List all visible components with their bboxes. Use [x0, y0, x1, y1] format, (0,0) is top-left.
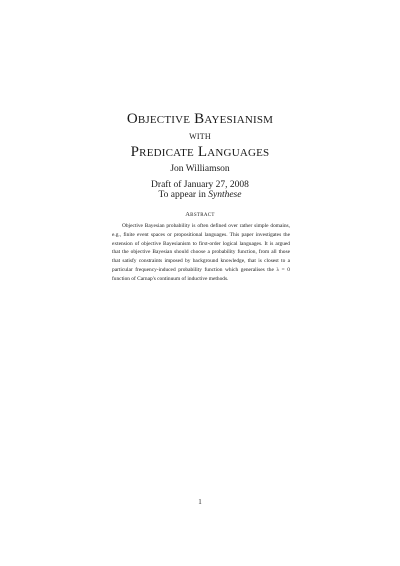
title-line-1: Objective Bayesianism: [126, 111, 274, 127]
title-line-2: with: [189, 128, 211, 142]
page-number: 1: [198, 498, 202, 506]
appear-prefix: To appear in: [158, 190, 209, 200]
title-line-3: Predicate Languages: [130, 144, 270, 160]
paper-title: [0, 110, 400, 161]
draft-info: [0, 180, 400, 200]
appear-line: [0, 190, 400, 200]
abstract-text: Objective Bayesian probability is often defined over rather simple domains, e.g., finite event spaces or propositional languages. This paper investigates the extension of objective Bayesianism to first-order logical languages. It is argued that the objective Bayesian should choose a probability function, from all those that satisfy constraints imposed by background knowledge, that is closest to a particular frequency-induced probability function which generalises the λ = 0 function of Carnap's continuum of inductive methods.: [112, 223, 290, 282]
journal-name: Synthese: [208, 190, 242, 200]
draft-date: Draft of January 27, 2008: [151, 180, 249, 190]
abstract-heading: Abstract: [185, 211, 215, 218]
author-name: Jon Williamson: [170, 164, 230, 174]
